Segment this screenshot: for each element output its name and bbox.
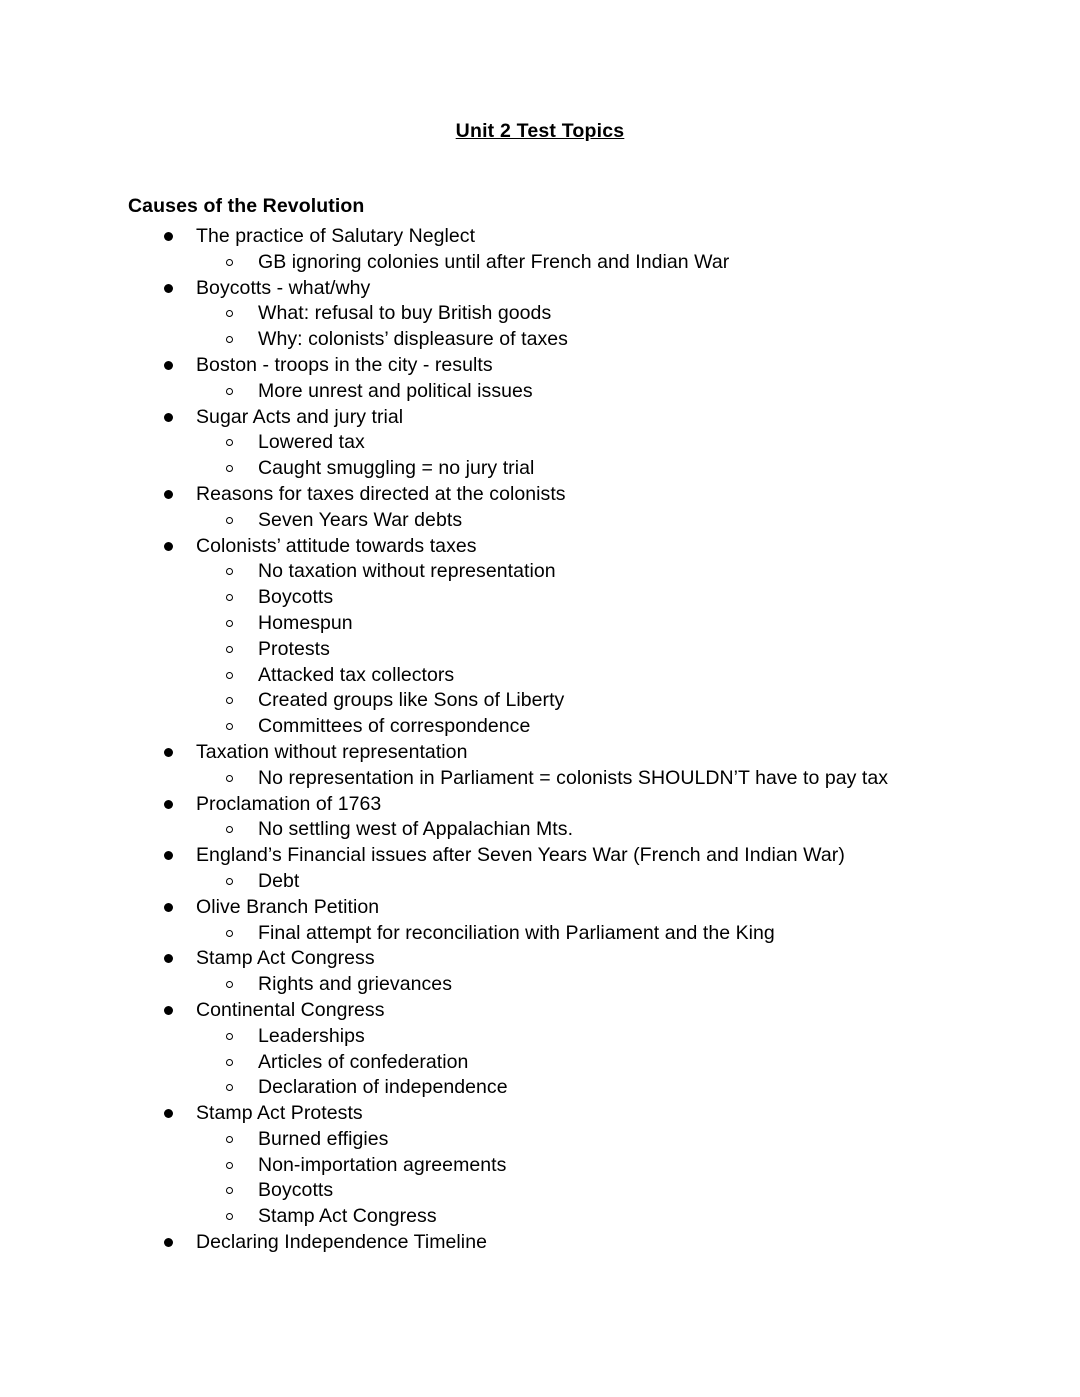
bullet-icon bbox=[164, 413, 173, 422]
sub-list-item-label: Boycotts bbox=[258, 586, 334, 609]
list-item-label: Sugar Acts and jury trial bbox=[196, 405, 404, 428]
sub-list-item bbox=[196, 1127, 980, 1153]
sub-list bbox=[196, 921, 980, 947]
list-item bbox=[128, 1101, 980, 1230]
sub-list-item-label: Lowered tax bbox=[258, 431, 365, 454]
sub-list bbox=[196, 817, 980, 843]
bullet-icon bbox=[164, 542, 173, 551]
sub-list-item bbox=[196, 869, 980, 895]
hollow-bullet-icon bbox=[226, 775, 233, 782]
sub-list-item bbox=[196, 766, 980, 792]
list-item bbox=[128, 740, 980, 792]
sub-list-item-label: Non-importation agreements bbox=[258, 1153, 507, 1176]
list-item bbox=[128, 353, 980, 405]
bullet-icon bbox=[164, 1238, 173, 1247]
list-item-label: Stamp Act Congress bbox=[196, 947, 375, 970]
sub-list-item bbox=[196, 1024, 980, 1050]
list-item bbox=[128, 405, 980, 482]
sub-list-item bbox=[196, 611, 980, 637]
sub-list-item bbox=[196, 688, 980, 714]
list-item-label: Boycotts - what/why bbox=[196, 276, 371, 299]
sub-list-item bbox=[196, 1050, 980, 1076]
sub-list-item-label: Homespun bbox=[258, 611, 353, 634]
list-item-label: Proclamation of 1763 bbox=[196, 792, 382, 815]
sub-list-item-label: No taxation without representation bbox=[258, 560, 556, 583]
list-item-label: Declaring Independence Timeline bbox=[196, 1231, 487, 1254]
list-item bbox=[128, 792, 980, 844]
hollow-bullet-icon bbox=[226, 465, 233, 472]
sub-list-item-label: Caught smuggling = no jury trial bbox=[258, 457, 535, 480]
sub-list-item bbox=[196, 559, 980, 585]
sub-list-item-label: Stamp Act Congress bbox=[258, 1205, 437, 1228]
hollow-bullet-icon bbox=[226, 672, 233, 679]
bullet-icon bbox=[164, 903, 173, 912]
sub-list bbox=[196, 430, 980, 482]
sub-list-item-label: Final attempt for reconciliation with Parliament and the King bbox=[258, 921, 775, 944]
sub-list-item bbox=[196, 1204, 980, 1230]
sub-list bbox=[196, 508, 980, 534]
sub-list-item bbox=[196, 1178, 980, 1204]
list-item-label: Olive Branch Petition bbox=[196, 895, 380, 918]
hollow-bullet-icon bbox=[226, 697, 233, 704]
sub-list-item-label: No representation in Parliament = colonists SHOULDN’T have to pay tax bbox=[258, 766, 889, 789]
sub-list-item-label: Why: colonists’ displeasure of taxes bbox=[258, 328, 568, 351]
bullet-icon bbox=[164, 954, 173, 963]
sub-list-item bbox=[196, 508, 980, 534]
list-item bbox=[128, 998, 980, 1101]
list-item-label: Reasons for taxes directed at the colonists bbox=[196, 482, 566, 505]
sub-list-item bbox=[196, 327, 980, 353]
sub-list-item-label: Protests bbox=[258, 637, 330, 660]
hollow-bullet-icon bbox=[226, 594, 233, 601]
sub-list bbox=[196, 301, 980, 353]
list-item bbox=[128, 895, 980, 947]
sub-list bbox=[196, 1127, 980, 1230]
sub-list bbox=[196, 379, 980, 405]
sub-list bbox=[196, 766, 980, 792]
hollow-bullet-icon bbox=[226, 1213, 233, 1220]
sub-list-item bbox=[196, 817, 980, 843]
list-item bbox=[128, 946, 980, 998]
bullet-icon bbox=[164, 800, 173, 809]
hollow-bullet-icon bbox=[226, 336, 233, 343]
hollow-bullet-icon bbox=[226, 1084, 233, 1091]
sub-list-item bbox=[196, 430, 980, 456]
sub-list-item-label: Articles of confederation bbox=[258, 1050, 469, 1073]
sub-list-item-label: Attacked tax collectors bbox=[258, 663, 455, 686]
sub-list-item-label: Seven Years War debts bbox=[258, 508, 463, 531]
hollow-bullet-icon bbox=[226, 310, 233, 317]
sub-list-item-label: Boycotts bbox=[258, 1179, 334, 1202]
hollow-bullet-icon bbox=[226, 620, 233, 627]
hollow-bullet-icon bbox=[226, 568, 233, 575]
hollow-bullet-icon bbox=[226, 1033, 233, 1040]
sub-list-item bbox=[196, 456, 980, 482]
bullet-icon bbox=[164, 284, 173, 293]
sub-list-item-label: More unrest and political issues bbox=[258, 379, 533, 402]
sub-list-item-label: Burned effigies bbox=[258, 1127, 389, 1150]
sub-list-item-label: No settling west of Appalachian Mts. bbox=[258, 818, 574, 841]
list-item bbox=[128, 276, 980, 353]
list-item bbox=[128, 1230, 980, 1256]
bullet-icon bbox=[164, 1006, 173, 1015]
sub-list-item bbox=[196, 714, 980, 740]
list-item bbox=[128, 224, 980, 276]
list-item bbox=[128, 482, 980, 534]
bullet-icon bbox=[164, 361, 173, 370]
bullet-icon bbox=[164, 490, 173, 499]
hollow-bullet-icon bbox=[226, 259, 233, 266]
sub-list-item-label: Debt bbox=[258, 869, 300, 892]
sub-list bbox=[196, 1024, 980, 1101]
sub-list-item-label: Declaration of independence bbox=[258, 1076, 508, 1099]
list-item-label: England’s Financial issues after Seven Years War (French and Indian War) bbox=[196, 844, 845, 867]
sub-list-item bbox=[196, 585, 980, 611]
hollow-bullet-icon bbox=[226, 1162, 233, 1169]
sub-list-item-label: Rights and grievances bbox=[258, 973, 452, 996]
hollow-bullet-icon bbox=[226, 878, 233, 885]
sub-list bbox=[196, 869, 980, 895]
section-heading: Causes of the Revolution bbox=[128, 195, 365, 217]
list-item-label: Colonists’ attitude towards taxes bbox=[196, 534, 477, 557]
list-item-label: Taxation without representation bbox=[196, 740, 468, 763]
hollow-bullet-icon bbox=[226, 981, 233, 988]
hollow-bullet-icon bbox=[226, 1136, 233, 1143]
bullet-icon bbox=[164, 1109, 173, 1118]
hollow-bullet-icon bbox=[226, 439, 233, 446]
sub-list-item-label: Leaderships bbox=[258, 1024, 365, 1047]
hollow-bullet-icon bbox=[226, 723, 233, 730]
list-item-label: Continental Congress bbox=[196, 998, 385, 1021]
sub-list-item-label: What: refusal to buy British goods bbox=[258, 302, 552, 325]
hollow-bullet-icon bbox=[226, 517, 233, 524]
sub-list-item bbox=[196, 637, 980, 663]
page-title: Unit 2 Test Topics bbox=[455, 120, 625, 142]
sub-list-item bbox=[196, 301, 980, 327]
topics-list bbox=[100, 224, 980, 1256]
hollow-bullet-icon bbox=[226, 646, 233, 653]
sub-list-item-label: GB ignoring colonies until after French and Indian War bbox=[258, 250, 730, 273]
hollow-bullet-icon bbox=[226, 826, 233, 833]
sub-list-item bbox=[196, 1075, 980, 1101]
sub-list bbox=[196, 559, 980, 740]
list-item-label: Stamp Act Protests bbox=[196, 1102, 363, 1125]
bullet-icon bbox=[164, 748, 173, 757]
hollow-bullet-icon bbox=[226, 930, 233, 937]
sub-list-item bbox=[196, 972, 980, 998]
list-item-label: The practice of Salutary Neglect bbox=[196, 225, 476, 247]
hollow-bullet-icon bbox=[226, 1187, 233, 1194]
sub-list-item-label: Committees of correspondence bbox=[258, 715, 531, 738]
sub-list-item bbox=[196, 921, 980, 947]
bullet-icon bbox=[164, 851, 173, 860]
sub-list bbox=[196, 250, 980, 276]
sub-list bbox=[196, 972, 980, 998]
hollow-bullet-icon bbox=[226, 388, 233, 395]
bullet-icon bbox=[164, 232, 173, 241]
hollow-bullet-icon bbox=[226, 1059, 233, 1066]
sub-list-item-label: Created groups like Sons of Liberty bbox=[258, 689, 565, 712]
sub-list-item bbox=[196, 250, 980, 276]
sub-list-item bbox=[196, 379, 980, 405]
sub-list-item bbox=[196, 1153, 980, 1179]
list-item bbox=[128, 843, 980, 895]
list-item-label: Boston - troops in the city - results bbox=[196, 353, 493, 376]
sub-list-item bbox=[196, 663, 980, 689]
list-item bbox=[128, 534, 980, 740]
